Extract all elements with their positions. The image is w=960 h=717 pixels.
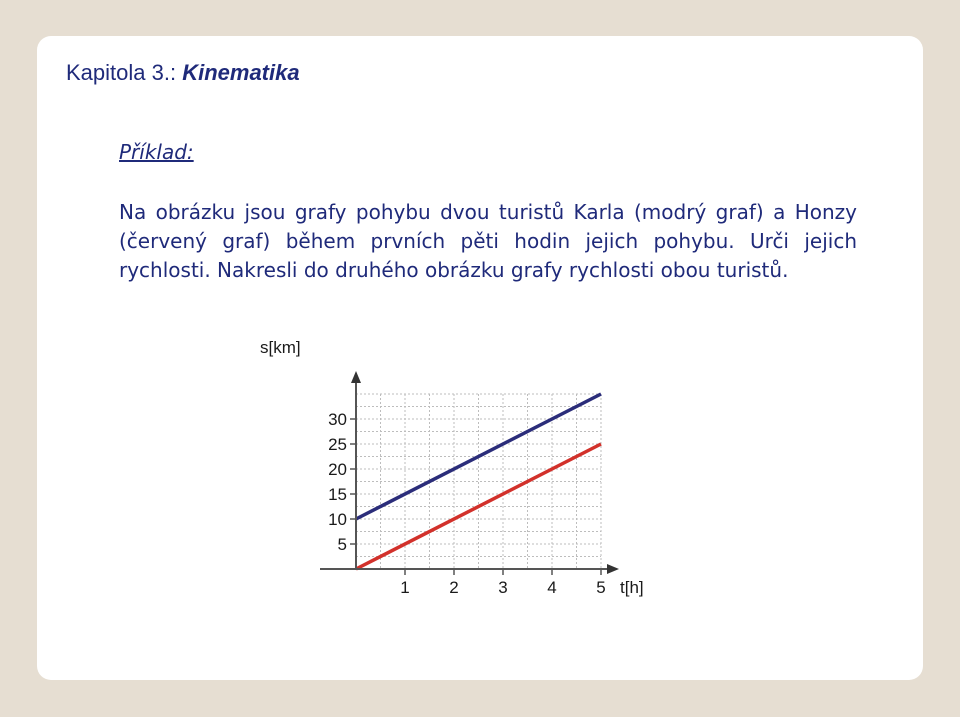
x-axis-label: t[h]: [620, 578, 644, 597]
x-tick-label: 4: [547, 578, 557, 597]
chapter-subject: Kinematika: [182, 60, 300, 85]
y-tick-label: 10: [328, 510, 347, 529]
task-text: Na obrázku jsou grafy pohybu dvou turistů Karla (modrý graf) a Honzy (červený graf) během prvních pěti hodin jejich pohybu. Urči jejich rychlosti. Nakresli do druhého obrázku grafy rychlosti obou turistů.: [119, 200, 857, 282]
distance-time-chart: [252, 333, 652, 613]
x-tick-label: 2: [449, 578, 459, 597]
y-tick-label: 15: [328, 485, 347, 504]
example-label: Příklad:: [119, 140, 194, 164]
y-axis-label: s[km]: [260, 338, 301, 357]
slide: [37, 36, 923, 680]
slide-title: [66, 60, 300, 86]
y-tick-label: 25: [328, 435, 347, 454]
x-tick-label: 1: [400, 578, 410, 597]
y-tick-label: 5: [337, 535, 347, 554]
y-tick-label: 20: [328, 460, 347, 479]
x-axis-arrow: [607, 564, 619, 574]
chart-grid: [356, 394, 601, 569]
x-tick-label: 3: [498, 578, 508, 597]
chapter-label: Kapitola 3.:: [66, 60, 177, 85]
y-tick-label: 30: [328, 410, 347, 429]
y-axis-arrow: [351, 371, 361, 383]
x-tick-label: 5: [596, 578, 606, 597]
